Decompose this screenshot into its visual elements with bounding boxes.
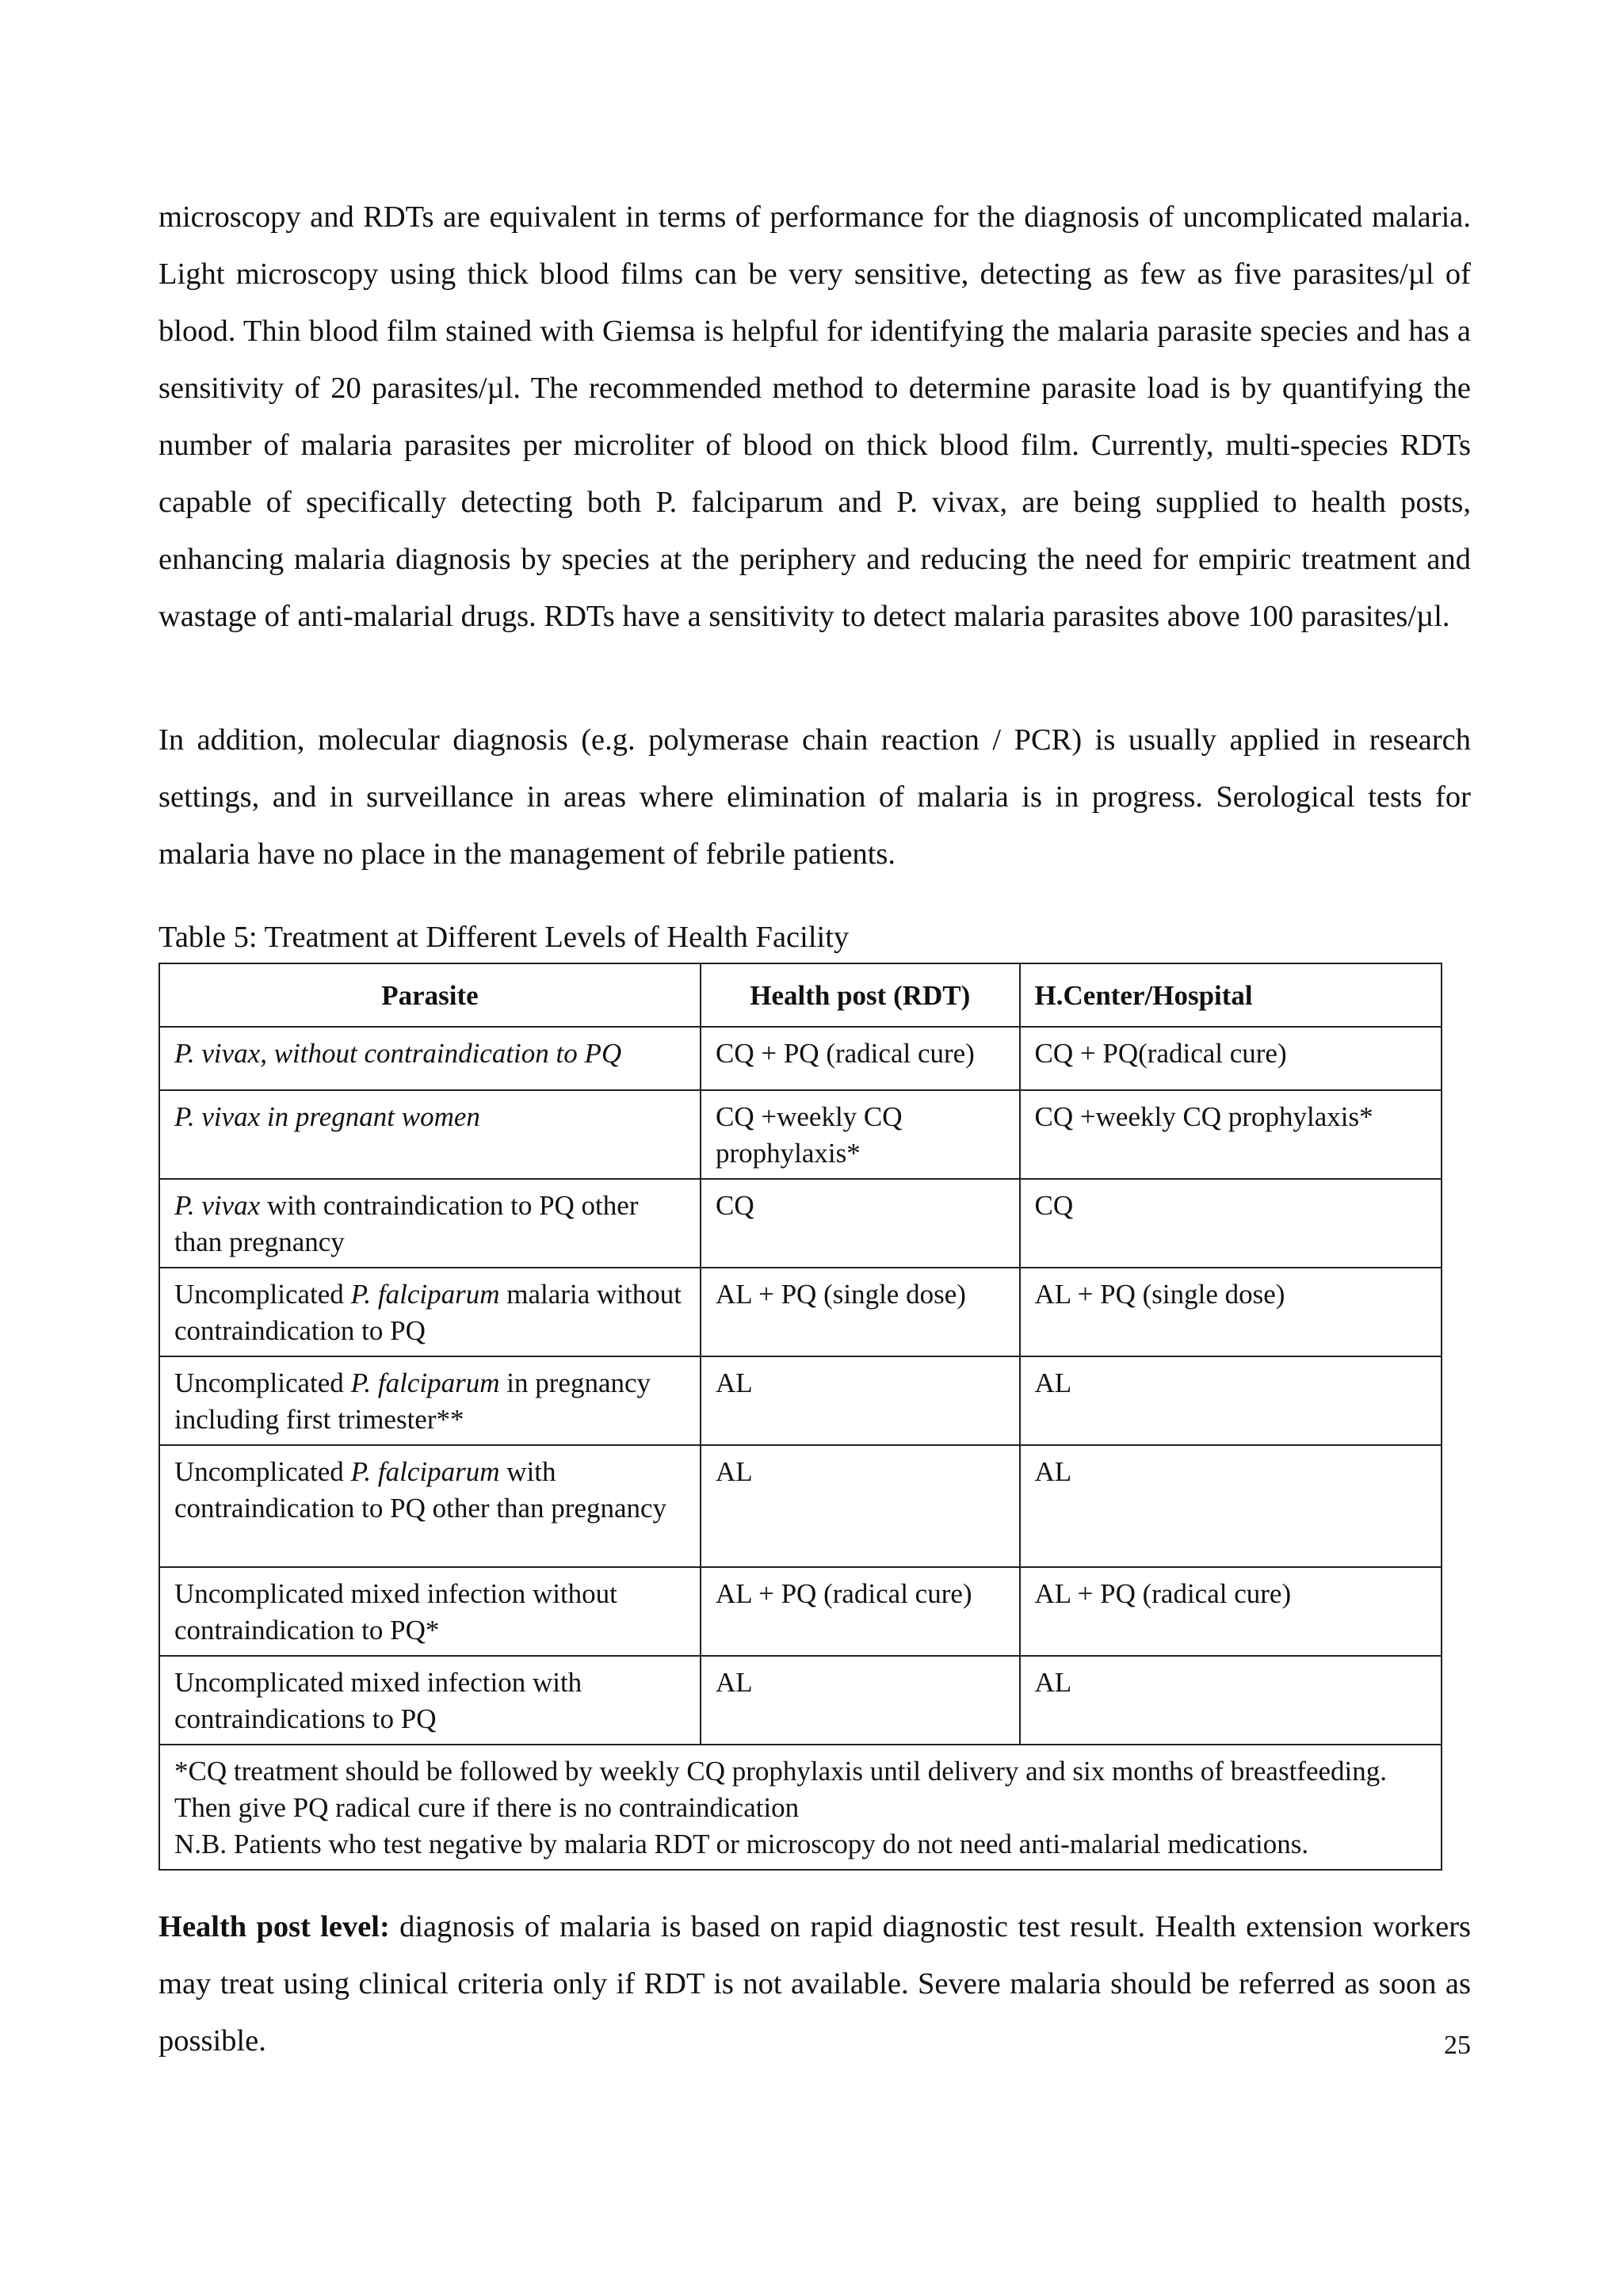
table-notes-row [159, 1745, 1442, 1870]
parasite-text: with contraindication to PQ other than pregnancy [174, 1456, 667, 1524]
parasite-italic: P. vivax in pregnant women [174, 1101, 480, 1132]
parasite-italic: P. falciparum [350, 1367, 500, 1398]
cell-health-post: AL + PQ (radical cure) [701, 1567, 1020, 1656]
table-row [159, 1027, 1442, 1090]
parasite-text: in pregnancy including first trimester** [174, 1367, 651, 1435]
cell-health-post: AL [701, 1356, 1020, 1445]
health-post-text: diagnosis of malaria is based on rapid diagnostic test result. Health extension workers may treat using clinical criteria only if RDT is not available. Severe malaria should be referred as soon as possible. [158, 1910, 1471, 2058]
treatment-table [158, 963, 1442, 1871]
note-negative-test: N.B. Patients who test negative by malaria RDT or microscopy do not need anti-malarial medications. [174, 1829, 1309, 1859]
cell-center: AL [1020, 1445, 1442, 1567]
table-row [159, 1656, 1442, 1745]
cell-health-post: AL + PQ (single dose) [701, 1268, 1020, 1356]
cell-parasite [159, 1179, 701, 1268]
parasite-text: malaria without contraindication to PQ [174, 1279, 682, 1346]
cell-health-post: CQ + PQ (radical cure) [701, 1027, 1020, 1090]
cell-parasite: Uncomplicated mixed infection without contraindication to PQ* [159, 1567, 701, 1656]
table-row [159, 1445, 1442, 1567]
cell-center: CQ +weekly CQ prophylaxis* [1020, 1090, 1442, 1179]
table-row [159, 1356, 1442, 1445]
cell-parasite: Uncomplicated mixed infection with contraindications to PQ [159, 1656, 701, 1745]
cell-parasite [159, 1090, 701, 1179]
parasite-prefix: Uncomplicated [174, 1367, 351, 1398]
parasite-italic: P. falciparum [350, 1456, 500, 1487]
table-row [159, 1179, 1442, 1268]
paragraph-diagnosis-methods: microscopy and RDTs are equivalent in terms of performance for the diagnosis of uncomplicated malaria. Light microscopy using thick blood films can be very sensitive, detecting as few as five parasites/µl of blood. Thin blood film stained with Giemsa is helpful for identifying the malaria parasite species and has a sensitivity of 20 parasites/µl. The recommended method to determine parasite load is by quantifying the number of malaria parasites per microliter of blood on thick blood film. Currently, multi-species RDTs capable of specifically detecting both P. falciparum and P. vivax, are being supplied to health posts, enhancing malaria diagnosis by species at the periphery and reducing the need for empiric treatment and wastage of anti-malarial drugs. RDTs have a sensitivity to detect malaria parasites above 100 parasites/µl. [158, 200, 1471, 633]
cell-center: AL [1020, 1656, 1442, 1745]
cell-center: AL [1020, 1356, 1442, 1445]
cell-parasite [159, 1445, 701, 1567]
cell-health-post: CQ [701, 1179, 1020, 1268]
cell-center: AL + PQ (single dose) [1020, 1268, 1442, 1356]
cell-parasite [159, 1268, 701, 1356]
paragraph-health-post-level [158, 1898, 1471, 2069]
table-notes [159, 1745, 1442, 1870]
table-row [159, 1090, 1442, 1179]
table-row [159, 1268, 1442, 1356]
parasite-italic: P. vivax [174, 1190, 261, 1221]
page-number: 25 [1444, 2031, 1471, 2060]
cell-center: CQ + PQ(radical cure) [1020, 1027, 1442, 1090]
cell-health-post: AL [701, 1445, 1020, 1567]
header-health-post: Health post (RDT) [701, 963, 1020, 1027]
note-cq-prophylaxis: *CQ treatment should be followed by weekly CQ prophylaxis until delivery and six months of breastfeeding. Then give PQ radical cure if there is no contraindication [174, 1756, 1387, 1823]
parasite-prefix: Uncomplicated [174, 1456, 351, 1487]
cell-center: CQ [1020, 1179, 1442, 1268]
health-post-lead: Health post level: [158, 1910, 390, 1943]
cell-parasite [159, 1027, 701, 1090]
parasite-italic: P. falciparum [350, 1279, 500, 1310]
cell-health-post: CQ +weekly CQ prophylaxis* [701, 1090, 1020, 1179]
cell-health-post: AL [701, 1656, 1020, 1745]
cell-parasite [159, 1356, 701, 1445]
header-center-hospital: H.Center/Hospital [1020, 963, 1442, 1027]
paragraph-molecular-diagnosis: In addition, molecular diagnosis (e.g. polymerase chain reaction / PCR) is usually applied in research settings, and in surveillance in areas where elimination of malaria is in progress. Serological tests for malaria have no place in the management of febrile patients. [158, 723, 1471, 871]
table-row [159, 1567, 1442, 1656]
parasite-prefix: Uncomplicated [174, 1279, 351, 1310]
header-parasite: Parasite [159, 963, 701, 1027]
parasite-italic: P. vivax, without contraindication to PQ [174, 1038, 622, 1069]
parasite-text: with contraindication to PQ other than pregnancy [174, 1190, 639, 1257]
table-caption: Table 5: Treatment at Different Levels of Health Facility [158, 921, 850, 954]
cell-center: AL + PQ (radical cure) [1020, 1567, 1442, 1656]
table-header-row [159, 963, 1442, 1027]
